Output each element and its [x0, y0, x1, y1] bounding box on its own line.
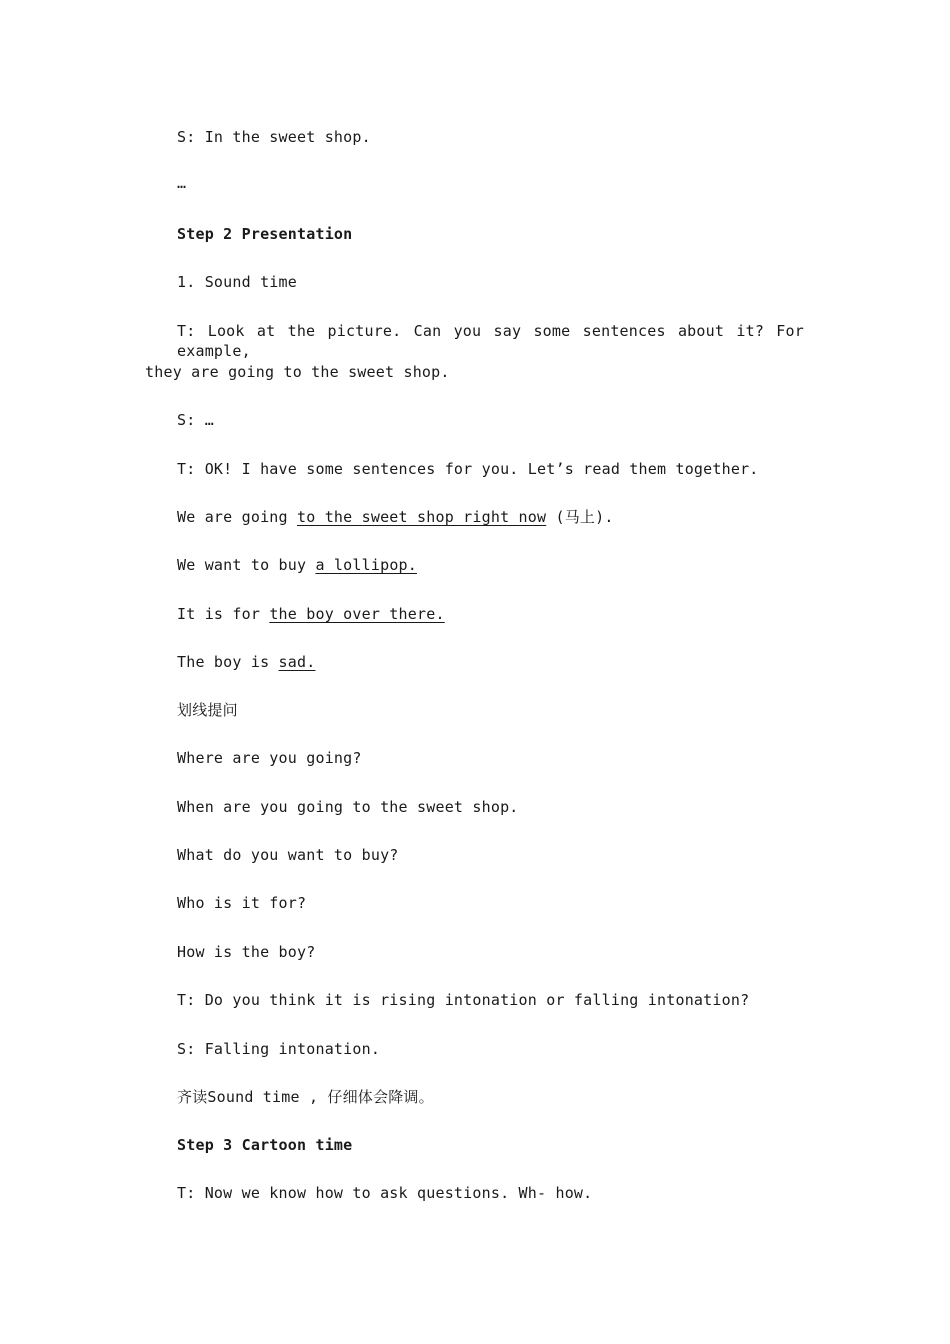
question-line: Who is it for?: [177, 894, 307, 912]
text-line: T: Look at the picture. Can you say some sentences about it? For example,: [177, 322, 804, 360]
underlined-phrase: a lollipop.: [315, 556, 418, 574]
question-line: Where are you going?: [177, 749, 362, 767]
underlined-phrase: sad.: [278, 653, 316, 671]
sentence-text: We want to buy: [177, 556, 316, 574]
text-line: 划线提问: [177, 701, 238, 719]
text-line: T: OK! I have some sentences for you. Let’s read them together.: [177, 460, 759, 478]
text-line: T: Now we know how to ask questions. Wh- how.: [177, 1184, 593, 1202]
subsection-heading: 1. Sound time: [177, 273, 297, 291]
text-line: T: Do you think it is rising intonation or falling intonation?: [177, 991, 750, 1009]
question-line: What do you want to buy?: [177, 846, 399, 864]
section-heading: Step 3 Cartoon time: [177, 1136, 353, 1154]
sentence-text: We are going: [177, 508, 297, 526]
sentence-line: [177, 652, 315, 672]
text-line: S: In the sweet shop.: [177, 128, 371, 146]
text-line: 齐读Sound time , 仔细体会降调。: [177, 1088, 434, 1106]
sentence-text: (马上).: [546, 508, 614, 526]
underlined-phrase: to the sweet shop right now: [297, 508, 547, 526]
sentence-line: [177, 507, 614, 527]
sentence-line: [177, 555, 417, 575]
text-line: they are going to the sweet shop.: [145, 363, 450, 381]
underlined-phrase: the boy over there.: [269, 605, 445, 623]
text-line: …: [177, 174, 187, 192]
text-line: S: Falling intonation.: [177, 1040, 381, 1058]
sentence-line: [177, 604, 445, 624]
question-line: How is the boy?: [177, 943, 316, 961]
sentence-text: It is for: [177, 605, 270, 623]
sentence-text: The boy is: [177, 653, 279, 671]
text-line: S: …: [177, 411, 214, 429]
section-heading: Step 2 Presentation: [177, 225, 353, 243]
question-line: When are you going to the sweet shop.: [177, 798, 519, 816]
